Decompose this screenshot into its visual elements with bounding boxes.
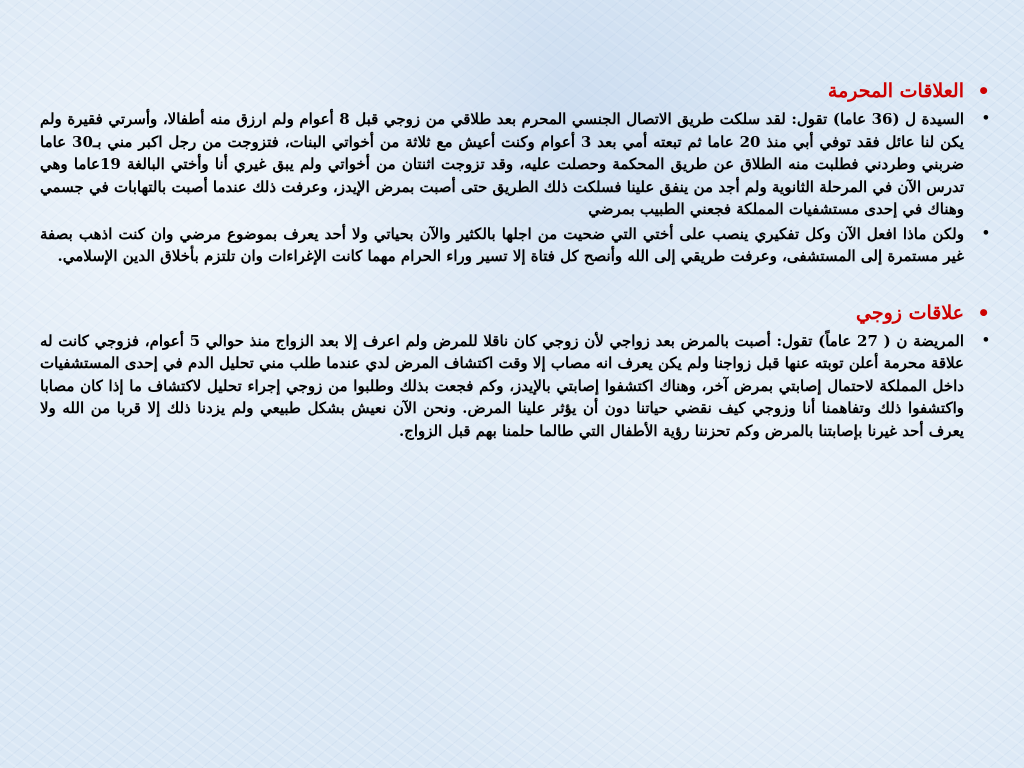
bullet-icon: • — [981, 332, 990, 348]
bullet-icon: • — [981, 225, 990, 241]
paragraph-text: السيدة ل (36 عاما) تقول: لقد سلكت طريق الاتصال الجنسي المحرم بعد طلاقي من زوجي قبل 8 أعوام ولم ارزق منه أطفالا، وأسرتي فقيرة ولم يكن لنا عائل فقد توفي أبي منذ 20 عاما ثم تبعته أمي بعد 3 أعوام وكنت أعيش مع ثلاثة من أخواتي البنات، فتزوجت من رجل اكبر مني بـ30 عاما ضربني وطردني فطلبت منه الطلاق عن طريق المحكمة وحصلت عليه، وقد تزوجت اثنتان من أخواتي ولم يبق غيري أنا وأختي البالغة 19عاما وهي تدرس الآن في المرحلة الثانوية ولم أجد من ينفق علينا فسلكت ذلك الطريق حتى أصبت بمرض الإيدز، وعرفت ذلك عندما أصبت بالتهابات في جسمي وهناك في إحدى مستشفيات المملكة فجعني الطبيب بمرضي — [40, 110, 964, 218]
bullet-icon: • — [977, 300, 990, 325]
slide-content — [40, 78, 990, 444]
story-paragraph — [40, 330, 990, 443]
heading-text: علاقات زوجي — [856, 301, 964, 324]
bullet-icon: • — [977, 79, 990, 103]
paragraph-text: المريضة ن ( 27 عاماً) تقول: أصبت بالمرض بعد زواجي لأن زوجي كان ناقلا للمرض ولم اعرف إلا بعد الزواج منذ حوالي 5 أعوام، فزوجي كانت له علاقة محرمة أعلن توبته عنها قبل زواجنا ولم يكن يعرف انه مصاب إلا وقت اكتشاف المرض لدي عندما طلب مني تحليل الدم في إحدى المستشفيات داخل المملكة لاحتمال إصابتي بمرض آخر، وهناك اكتشفوا إصابتي بالإيدز، وكم فجعت بذلك وطلبوا من زوجي إجراء تحليل لاكتشاف ما إذا كان مصابا واكتشفوا ذلك وتفاهمنا أنا وزوجي كيف نقضي حياتنا دون أن يؤثر علينا المرض. ونحن الآن نعيش بشكل طبيعي ولم يزدنا ذلك إلا قربا من الله ولا يعرف أحد غيرنا بإصابتنا بالمرض وكم تحزننا رؤية الأطفال التي طالما حلمنا بهم قبل الزواج. — [40, 331, 964, 440]
story-paragraph — [40, 108, 990, 221]
section-heading-forbidden-relations — [40, 78, 990, 104]
bullet-icon: • — [981, 111, 990, 126]
paragraph-text: ولكن ماذا افعل الآن وكل تفكيري ينصب على أختي التي ضحيت من اجلها بالكثير والآن بحياتي ولا أحد يعرف بموضوع مرضي وان كنت اذهب بصفة غير مستمرة إلى المستشفى، وعرفت طريقي إلى الله وأنصح كل فتاة إلا تسير وراء الحرام مهما كانت الإغراءات وان تلتزم بأخلاق الدين الإسلامي. — [40, 224, 964, 265]
section-spacer — [40, 270, 990, 300]
story-paragraph — [40, 223, 990, 268]
heading-text: العلاقات المحرمة — [827, 80, 964, 102]
section-heading-husband-relations — [40, 300, 990, 326]
